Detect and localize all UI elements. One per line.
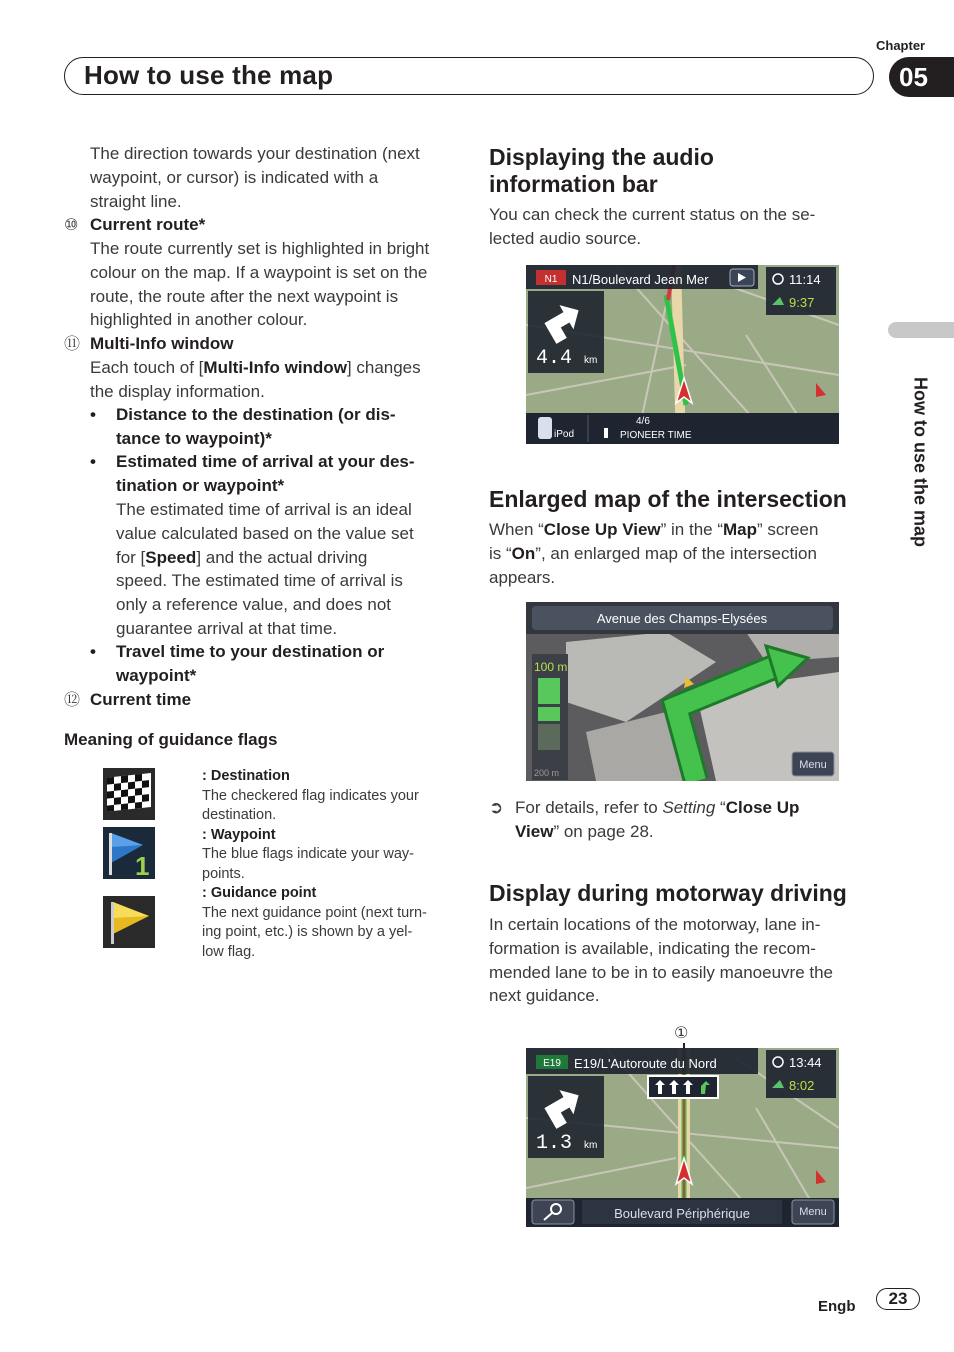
audio-heading: Displaying the audio information bar bbox=[489, 144, 714, 197]
intersection-screenshot bbox=[526, 602, 839, 781]
language-label: Engb bbox=[818, 1298, 856, 1315]
item-12-number: ⑫ bbox=[64, 692, 81, 709]
intro-paragraph bbox=[90, 142, 460, 213]
lane-arrow-icon bbox=[655, 1080, 693, 1094]
road-badge: N1 bbox=[544, 274, 558, 285]
motorway-description: In certain locations of the motorway, lane in- formation is available, indicating the recom- mended lane to be in to easily manoeuvre the next guidance. bbox=[489, 915, 834, 1006]
track-number: 4/6 bbox=[636, 416, 650, 427]
destination-flag-icon bbox=[103, 768, 155, 820]
chapter-label: Chapter bbox=[876, 38, 926, 53]
text-line: The direction towards your destination (next bbox=[90, 144, 420, 163]
side-tab-label: How to use the map bbox=[910, 376, 931, 548]
current-time: 11:14 bbox=[789, 272, 821, 287]
eta-explanation: The estimated time of arrival is an ideal value calculated based on the value set for [Speed] and the actual driving speed. The estimated time of arrival is only a reference value, and does not guarantee arrival at that time. bbox=[116, 500, 414, 638]
audio-source: iPod bbox=[554, 429, 575, 440]
text-line: waypoint, or cursor) is indicated with a bbox=[90, 167, 379, 187]
audio-bar-screenshot bbox=[526, 265, 839, 444]
reference-note: For details, refer to Setting “Close Up View” on page 28. bbox=[515, 798, 800, 841]
street-name: Avenue des Champs-Elysées bbox=[596, 611, 768, 626]
bullet-travel-time: Travel time to your destination or waypoint* bbox=[116, 642, 385, 685]
eta-time: 9:37 bbox=[789, 295, 815, 310]
distance-value: 4.4 bbox=[536, 347, 573, 370]
distance-unit: km bbox=[584, 355, 598, 366]
audio-description: You can check the current status on the se- lected audio source. bbox=[489, 205, 816, 248]
item-10-description bbox=[90, 237, 460, 332]
person-icon bbox=[604, 428, 608, 438]
menu-button: Menu bbox=[799, 1206, 827, 1218]
item-10-number: ⑩ bbox=[64, 217, 79, 234]
bullet-distance: Distance to the destination (or dis- tance to waypoint)* bbox=[116, 405, 396, 448]
item-12-title: Current time bbox=[90, 690, 192, 709]
distance-bottom: 200 m bbox=[534, 768, 560, 778]
callout-number: ① bbox=[674, 1025, 689, 1042]
street-name: E19/L'Autoroute du Nord bbox=[574, 1056, 717, 1071]
destination-description: : Destination The checkered flag indicates your destination. : Waypoint The blue flags indicate your way- points. : Guidance point The next guidance point (next turn- ing point, etc.) is shown by a yel- low flag. bbox=[202, 768, 427, 960]
text-line: highlighted in another colour. bbox=[90, 310, 308, 330]
bullet-symbol: • bbox=[90, 642, 96, 661]
bullet-eta: Estimated time of arrival at your des- tination or waypoint* bbox=[116, 452, 415, 495]
side-tab-marker bbox=[888, 322, 954, 338]
eta-time: 8:02 bbox=[789, 1078, 815, 1093]
ipod-icon bbox=[538, 417, 552, 439]
text-line: colour on the map. If a waypoint is set on the bbox=[90, 262, 428, 282]
item-11-title: Multi-Info window bbox=[90, 334, 234, 353]
text-line: The route currently set is highlighted in bright bbox=[90, 239, 430, 258]
intersection-description: When “Close Up View” in the “Map” screen is “On”, an enlarged map of the intersection appears. bbox=[489, 520, 819, 587]
bullet-symbol: • bbox=[90, 452, 96, 471]
song-title: PIONEER TIME bbox=[620, 430, 692, 441]
page-title: How to use the map bbox=[84, 60, 334, 90]
waypoint-flag-icon bbox=[103, 827, 155, 879]
ref-arrow-icon: ➲ bbox=[489, 798, 504, 817]
menu-button: Menu bbox=[799, 759, 827, 771]
distance-unit: km bbox=[584, 1140, 598, 1151]
item-11-number: ⑪ bbox=[64, 336, 81, 353]
item-11-description: Each touch of [Multi-Info window] changes the display information. bbox=[90, 358, 421, 401]
motorway-screenshot bbox=[526, 1048, 839, 1227]
text-line: straight line. bbox=[90, 191, 182, 211]
street-name: N1/Boulevard Jean Mer bbox=[572, 272, 709, 287]
guidance-point-flag-icon bbox=[103, 896, 155, 948]
text-line: route, the route after the next waypoint is bbox=[90, 286, 399, 306]
page-number: 23 bbox=[876, 1288, 920, 1310]
distance-value: 1.3 bbox=[536, 1132, 573, 1155]
current-time: 13:44 bbox=[789, 1055, 822, 1070]
bottom-street: Boulevard Périphérique bbox=[614, 1206, 750, 1221]
motorway-heading: Display during motorway driving bbox=[489, 880, 847, 906]
chapter-number: 05 bbox=[889, 57, 954, 97]
item-10-title: Current route* bbox=[90, 215, 206, 234]
intersection-heading: Enlarged map of the intersection bbox=[489, 486, 847, 512]
flags-heading: Meaning of guidance flags bbox=[64, 730, 278, 749]
distance-top: 100 m bbox=[534, 660, 568, 674]
svg-text:1: 1 bbox=[135, 851, 150, 879]
bullet-symbol: • bbox=[90, 405, 96, 424]
road-badge: E19 bbox=[543, 1058, 561, 1069]
